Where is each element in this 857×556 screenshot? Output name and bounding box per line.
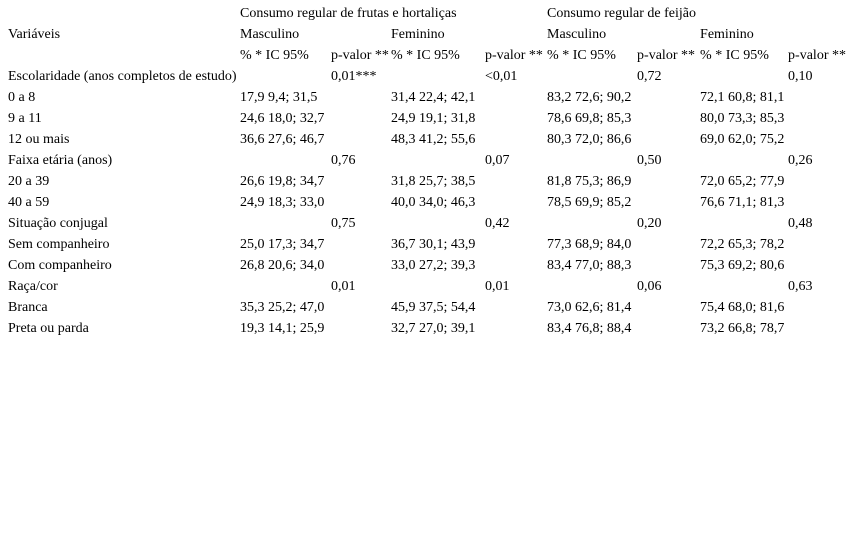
category-row xyxy=(0,87,857,108)
p-value-cell xyxy=(788,318,857,339)
pct-ic95-cell: 81,8 75,3; 86,9 xyxy=(547,174,632,189)
row-label: Situação conjugal xyxy=(8,216,108,231)
pct-ic95-cell: 77,3 68,9; 84,0 xyxy=(547,237,632,252)
p-value-cell xyxy=(637,87,700,108)
metric-header-pct-ic: % * IC 95% xyxy=(391,48,460,63)
pct-ic95-cell xyxy=(547,66,637,87)
pct-ic95-cell: 76,6 71,1; 81,3 xyxy=(700,195,785,210)
pct-ic95-cell xyxy=(391,150,485,171)
pct-ic95-cell: 48,3 41,2; 55,6 xyxy=(391,132,476,147)
group-header-spacer xyxy=(0,3,240,24)
p-value-cell xyxy=(637,255,700,276)
p-value-cell xyxy=(331,234,391,255)
p-value-cell xyxy=(788,234,857,255)
p-value-cell xyxy=(788,87,857,108)
sex-header-feminino-frutas: Feminino xyxy=(391,27,445,42)
pct-ic95-cell: 75,4 68,0; 81,6 xyxy=(700,300,785,315)
p-value-cell: 0,01 xyxy=(485,279,510,294)
variables-header: Variáveis xyxy=(8,27,61,42)
group-header-row xyxy=(0,3,857,24)
category-row xyxy=(0,108,857,129)
pct-ic95-cell: 33,0 27,2; 39,3 xyxy=(391,258,476,273)
p-value-cell xyxy=(331,129,391,150)
sex-header-masculino-feijao: Masculino xyxy=(547,27,607,42)
p-value-cell xyxy=(485,171,547,192)
p-value-cell xyxy=(331,318,391,339)
row-label: Faixa etária (anos) xyxy=(8,153,113,168)
pct-ic95-cell: 36,7 30,1; 43,9 xyxy=(391,237,476,252)
p-value-cell xyxy=(485,297,547,318)
row-label: 40 a 59 xyxy=(8,195,50,210)
metric-header-spacer xyxy=(0,45,240,66)
pct-ic95-cell: 24,6 18,0; 32,7 xyxy=(240,111,325,126)
p-value-cell xyxy=(637,108,700,129)
category-row xyxy=(0,192,857,213)
pct-ic95-cell: 40,0 34,0; 46,3 xyxy=(391,195,476,210)
group-header-feijao: Consumo regular de feijão xyxy=(547,6,696,21)
p-value-cell xyxy=(637,129,700,150)
pct-ic95-cell xyxy=(547,150,637,171)
pct-ic95-cell: 26,6 19,8; 34,7 xyxy=(240,174,325,189)
category-row xyxy=(0,297,857,318)
p-value-cell xyxy=(788,297,857,318)
row-label: 9 a 11 xyxy=(8,111,42,126)
row-label: 12 ou mais xyxy=(8,132,70,147)
metric-header-pvalue: p-valor ** xyxy=(788,48,846,63)
metric-header-pct-ic: % * IC 95% xyxy=(240,48,309,63)
row-label: Escolaridade (anos completos de estudo) xyxy=(8,69,237,84)
metric-header-pvalue: p-valor ** xyxy=(485,48,543,63)
row-label: Com companheiro xyxy=(8,258,112,273)
row-label: Sem companheiro xyxy=(8,237,110,252)
row-label: Branca xyxy=(8,300,48,315)
p-value-cell: 0,76 xyxy=(331,153,356,168)
category-row xyxy=(0,171,857,192)
p-value-cell xyxy=(485,108,547,129)
p-value-cell xyxy=(637,171,700,192)
pct-ic95-cell: 72,2 65,3; 78,2 xyxy=(700,237,785,252)
pct-ic95-cell: 36,6 27,6; 46,7 xyxy=(240,132,325,147)
sex-header-row xyxy=(0,24,857,45)
pct-ic95-cell: 75,3 69,2; 80,6 xyxy=(700,258,785,273)
category-row xyxy=(0,129,857,150)
p-value-cell xyxy=(485,255,547,276)
pct-ic95-cell: 19,3 14,1; 25,9 xyxy=(240,321,325,336)
p-value-cell: 0,01*** xyxy=(331,69,377,84)
sex-header-feminino-feijao: Feminino xyxy=(700,27,754,42)
p-value-cell xyxy=(331,108,391,129)
p-value-cell xyxy=(637,234,700,255)
pct-ic95-cell: 32,7 27,0; 39,1 xyxy=(391,321,476,336)
p-value-cell xyxy=(788,171,857,192)
pct-ic95-cell: 80,0 73,3; 85,3 xyxy=(700,111,785,126)
p-value-cell xyxy=(637,318,700,339)
variable-row xyxy=(0,150,857,171)
pct-ic95-cell: 35,3 25,2; 47,0 xyxy=(240,300,325,315)
pct-ic95-cell xyxy=(547,213,637,234)
p-value-cell: 0,63 xyxy=(788,279,813,294)
p-value-cell xyxy=(485,129,547,150)
category-row xyxy=(0,255,857,276)
p-value-cell xyxy=(637,297,700,318)
p-value-cell xyxy=(485,192,547,213)
p-value-cell: 0,42 xyxy=(485,216,510,231)
metric-header-pvalue: p-valor ** xyxy=(637,48,695,63)
pct-ic95-cell xyxy=(391,213,485,234)
p-value-cell: 0,01 xyxy=(331,279,356,294)
table-body xyxy=(0,66,857,339)
row-label: Raça/cor xyxy=(8,279,58,294)
p-value-cell xyxy=(637,192,700,213)
pct-ic95-cell: 73,2 66,8; 78,7 xyxy=(700,321,785,336)
pct-ic95-cell xyxy=(240,276,331,297)
p-value-cell: 0,20 xyxy=(637,216,662,231)
pct-ic95-cell: 83,2 72,6; 90,2 xyxy=(547,90,632,105)
p-value-cell: 0,48 xyxy=(788,216,813,231)
metric-header-row xyxy=(0,45,857,66)
p-value-cell: 0,72 xyxy=(637,69,662,84)
category-row xyxy=(0,318,857,339)
metric-header-pct-ic: % * IC 95% xyxy=(700,48,769,63)
pct-ic95-cell xyxy=(240,66,331,87)
p-value-cell xyxy=(485,318,547,339)
p-value-cell: 0,50 xyxy=(637,153,662,168)
variable-row xyxy=(0,276,857,297)
p-value-cell: <0,01 xyxy=(485,69,518,84)
pct-ic95-cell xyxy=(391,66,485,87)
variable-row xyxy=(0,66,857,87)
row-label: 20 a 39 xyxy=(8,174,50,189)
pct-ic95-cell xyxy=(700,213,788,234)
p-value-cell: 0,75 xyxy=(331,216,356,231)
pct-ic95-cell xyxy=(700,66,788,87)
row-label: 0 a 8 xyxy=(8,90,36,105)
p-value-cell xyxy=(788,108,857,129)
p-value-cell xyxy=(788,255,857,276)
pct-ic95-cell xyxy=(700,276,788,297)
p-value-cell xyxy=(331,171,391,192)
pct-ic95-cell xyxy=(240,213,331,234)
p-value-cell xyxy=(788,129,857,150)
pct-ic95-cell: 78,5 69,9; 85,2 xyxy=(547,195,632,210)
pct-ic95-cell: 31,4 22,4; 42,1 xyxy=(391,90,476,105)
pct-ic95-cell: 25,0 17,3; 34,7 xyxy=(240,237,325,252)
p-value-cell xyxy=(331,255,391,276)
p-value-cell xyxy=(788,192,857,213)
p-value-cell xyxy=(331,192,391,213)
p-value-cell: 0,07 xyxy=(485,153,510,168)
p-value-cell xyxy=(485,234,547,255)
sex-header-masculino-frutas: Masculino xyxy=(240,27,300,42)
pct-ic95-cell: 31,8 25,7; 38,5 xyxy=(391,174,476,189)
statistics-table xyxy=(0,3,857,339)
pct-ic95-cell: 24,9 19,1; 31,8 xyxy=(391,111,476,126)
pct-ic95-cell: 26,8 20,6; 34,0 xyxy=(240,258,325,273)
group-header-frutas-hortalicas: Consumo regular de frutas e hortaliças xyxy=(240,6,457,21)
metric-header-pvalue: p-valor ** xyxy=(331,48,389,63)
p-value-cell: 0,26 xyxy=(788,153,813,168)
pct-ic95-cell xyxy=(547,276,637,297)
category-row xyxy=(0,234,857,255)
pct-ic95-cell: 72,0 65,2; 77,9 xyxy=(700,174,785,189)
metric-header-pct-ic: % * IC 95% xyxy=(547,48,616,63)
pct-ic95-cell: 45,9 37,5; 54,4 xyxy=(391,300,476,315)
p-value-cell xyxy=(331,87,391,108)
p-value-cell xyxy=(485,87,547,108)
pct-ic95-cell: 24,9 18,3; 33,0 xyxy=(240,195,325,210)
variable-row xyxy=(0,213,857,234)
pct-ic95-cell xyxy=(391,276,485,297)
pct-ic95-cell xyxy=(700,150,788,171)
pct-ic95-cell: 69,0 62,0; 75,2 xyxy=(700,132,785,147)
pct-ic95-cell: 17,9 9,4; 31,5 xyxy=(240,90,318,105)
pct-ic95-cell: 80,3 72,0; 86,6 xyxy=(547,132,632,147)
row-label: Preta ou parda xyxy=(8,321,89,336)
p-value-cell: 0,06 xyxy=(637,279,662,294)
pct-ic95-cell: 83,4 76,8; 88,4 xyxy=(547,321,632,336)
pct-ic95-cell xyxy=(240,150,331,171)
p-value-cell xyxy=(331,297,391,318)
pct-ic95-cell: 72,1 60,8; 81,1 xyxy=(700,90,785,105)
pct-ic95-cell: 73,0 62,6; 81,4 xyxy=(547,300,632,315)
p-value-cell: 0,10 xyxy=(788,69,813,84)
pct-ic95-cell: 78,6 69,8; 85,3 xyxy=(547,111,632,126)
pct-ic95-cell: 83,4 77,0; 88,3 xyxy=(547,258,632,273)
